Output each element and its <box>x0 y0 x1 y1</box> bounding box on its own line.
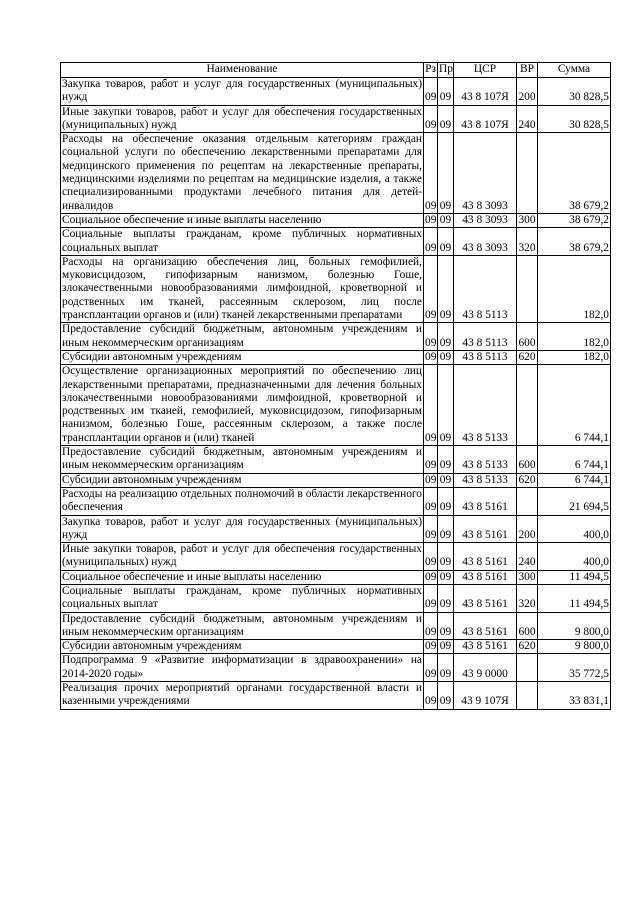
cell-pr: 09 <box>438 105 454 133</box>
table-row <box>61 213 611 227</box>
cell-pr: 09 <box>438 570 454 584</box>
table-row <box>61 487 611 515</box>
cell-sum: 38 679,2 <box>538 228 611 256</box>
cell-rz: 09 <box>424 682 438 710</box>
cell-sum: 11 494,5 <box>538 584 611 612</box>
table-row <box>61 543 611 571</box>
cell-pr: 09 <box>438 78 454 106</box>
table-header <box>61 63 611 78</box>
table-row <box>61 584 611 612</box>
cell-name: Иные закупки товаров, работ и услуг для обеспечения государственных (муниципальных) нужд <box>62 543 422 569</box>
cell-sum: 400,0 <box>538 515 611 543</box>
cell-vr: 600 <box>517 612 538 640</box>
cell-vr: 600 <box>517 323 538 351</box>
cell-csr: 43 8 5161 <box>454 612 517 640</box>
cell-name: Расходы на организацию обеспечения лиц, больных гемофилией, муковисцидозом, гипофизарным нанизмом, болезнью Гоше, злокачественными новообразованиями лимфоидной, кроветворной и родственных им тканей, рассеянным склерозом, лиц после трансплантации органов и (или) тканей лекарственными препаратами <box>62 255 422 322</box>
cell-name: Иные закупки товаров, работ и услуг для обеспечения государственных (муниципальных) нужд <box>62 105 422 131</box>
cell-pr: 09 <box>438 323 454 351</box>
cell-rz: 09 <box>424 612 438 640</box>
header-csr: ЦСР <box>454 63 517 78</box>
cell-vr: 240 <box>517 543 538 571</box>
cell-rz: 09 <box>425 570 437 583</box>
cell-name: Субсидии автономным учреждениям <box>61 473 424 487</box>
table-row <box>61 682 611 710</box>
cell-rz: 09 <box>425 350 437 363</box>
cell-csr: 43 8 107Я <box>454 78 517 106</box>
cell-vr: 320 <box>517 584 538 612</box>
cell-pr: 09 <box>438 640 454 654</box>
cell-vr: 620 <box>518 473 536 486</box>
cell-pr: 09 <box>438 350 454 364</box>
cell-rz: 09 <box>425 213 437 226</box>
cell-csr: 43 9 0000 <box>454 654 517 682</box>
cell-csr: 43 8 107Я <box>454 105 517 133</box>
cell-rz: 09 <box>424 365 438 446</box>
cell-sum: 9 800,0 <box>538 640 611 654</box>
header-name: Наименование <box>61 63 424 78</box>
cell-sum: 35 772,5 <box>538 654 611 682</box>
cell-name: Подпрограмма 9 «Развитие информатизации в здравоохранении» на 2014-2020 годы» <box>62 654 422 680</box>
cell-pr: 09 <box>438 543 454 571</box>
header-pr: Пр <box>438 63 454 78</box>
cell-vr: 600 <box>517 446 538 474</box>
cell-rz: 09 <box>424 515 438 543</box>
cell-csr: 43 8 5161 <box>454 515 517 543</box>
cell-pr: 09 <box>438 213 454 227</box>
cell-sum: 33 831,1 <box>538 682 611 710</box>
budget-table <box>60 62 611 710</box>
cell-name: Социальное обеспечение и иные выплаты населению <box>61 570 424 584</box>
cell-csr: 43 8 5133 <box>454 365 517 446</box>
cell-vr <box>517 133 538 214</box>
cell-sum: 6 744,1 <box>538 446 611 474</box>
cell-sum: 182,0 <box>538 350 611 364</box>
cell-sum: 30 828,5 <box>538 78 611 106</box>
cell-pr: 09 <box>438 228 454 256</box>
cell-name: Осуществление организационных мероприятий по обеспечению лиц лекарственными препаратами, предназначенными для лечения больных злокачественными новообразованиями лимфоидной, кроветворной и родственных им тканей, гемофилией, муковисцидозом, гипофизарным нанизмом, болезнью Гоше, рассеянным склерозом, а также после трансплантации органов и (или) тканей <box>62 365 422 444</box>
cell-pr: 09 <box>438 654 454 682</box>
cell-pr: 09 <box>438 133 454 214</box>
cell-pr: 09 <box>438 473 454 487</box>
cell-sum: 182,0 <box>538 255 611 322</box>
cell-csr: 43 8 5113 <box>454 255 517 322</box>
cell-pr: 09 <box>438 682 454 710</box>
cell-rz: 09 <box>424 78 438 106</box>
cell-csr: 43 8 5161 <box>454 584 517 612</box>
header-vr: ВР <box>517 63 538 78</box>
cell-vr <box>517 682 538 710</box>
cell-rz: 09 <box>424 105 438 133</box>
cell-vr: 300 <box>518 213 536 226</box>
cell-sum: 21 694,5 <box>538 487 611 515</box>
cell-vr: 200 <box>517 515 538 543</box>
cell-rz: 09 <box>424 228 438 256</box>
cell-name: Субсидии автономным учреждениям <box>61 640 424 654</box>
cell-name: Расходы на реализацию отдельных полномочий в области лекарственного обеспечения <box>62 487 422 514</box>
cell-sum: 6 744,1 <box>538 473 611 487</box>
cell-csr: 43 8 5161 <box>454 487 517 515</box>
cell-rz: 09 <box>424 446 438 474</box>
cell-pr: 09 <box>438 584 454 612</box>
table-row <box>61 570 611 584</box>
cell-vr: 620 <box>518 640 536 653</box>
cell-rz: 09 <box>424 584 438 612</box>
cell-sum: 6 744,1 <box>538 365 611 446</box>
cell-rz: 09 <box>425 473 437 486</box>
cell-vr <box>517 255 538 322</box>
cell-csr: 43 9 107Я <box>454 682 517 710</box>
cell-pr: 09 <box>438 255 454 322</box>
table-row <box>61 78 611 106</box>
cell-vr: 620 <box>518 350 536 363</box>
cell-csr: 43 8 5113 <box>454 350 517 364</box>
cell-csr: 43 8 5161 <box>454 570 517 584</box>
cell-sum: 38 679,2 <box>538 213 611 227</box>
cell-csr: 43 8 3093 <box>454 213 517 227</box>
table-row <box>61 255 611 322</box>
cell-name: Реализация прочих мероприятий органами государственной власти и казенными учреждениями <box>62 682 422 708</box>
header-rz: Рз <box>424 63 438 78</box>
cell-pr: 09 <box>438 612 454 640</box>
table-row <box>61 133 611 214</box>
table-row <box>61 228 611 256</box>
cell-sum: 400,0 <box>538 543 611 571</box>
cell-csr: 43 8 5133 <box>454 473 517 487</box>
table-row <box>61 654 611 682</box>
header-sum: Сумма <box>538 63 611 78</box>
cell-vr: 200 <box>517 78 538 106</box>
cell-name: Закупка товаров, работ и услуг для государственных (муниципальных) нужд <box>62 78 422 104</box>
cell-csr: 43 8 5161 <box>454 543 517 571</box>
cell-sum: 30 828,5 <box>538 105 611 133</box>
table-row <box>61 105 611 133</box>
cell-name: Закупка товаров, работ и услуг для государственных (муниципальных) нужд <box>62 515 422 541</box>
cell-rz: 09 <box>424 255 438 322</box>
cell-rz: 09 <box>424 133 438 214</box>
table-row <box>61 323 611 351</box>
cell-pr: 09 <box>438 365 454 446</box>
cell-sum: 9 800,0 <box>538 612 611 640</box>
table-body <box>61 78 611 710</box>
cell-vr <box>517 654 538 682</box>
cell-sum: 11 494,5 <box>538 570 611 584</box>
cell-name: Предоставление субсидий бюджетным, автономным учреждениям и иным некоммерческим организациям <box>62 323 422 349</box>
cell-vr <box>517 487 538 515</box>
cell-csr: 43 8 5133 <box>454 446 517 474</box>
cell-rz: 09 <box>424 487 438 515</box>
cell-rz: 09 <box>424 543 438 571</box>
cell-vr: 320 <box>517 228 538 256</box>
cell-name: Предоставление субсидий бюджетным, автономным учреждениям и иным некоммерческим организациям <box>62 612 422 638</box>
cell-name: Социальные выплаты гражданам, кроме публичных нормативных социальных выплат <box>62 228 422 254</box>
cell-vr: 240 <box>517 105 538 133</box>
table-row <box>61 473 611 487</box>
cell-vr <box>517 365 538 446</box>
cell-pr: 09 <box>438 515 454 543</box>
cell-sum: 182,0 <box>538 323 611 351</box>
table-row <box>61 640 611 654</box>
cell-pr: 09 <box>438 446 454 474</box>
cell-csr: 43 8 3093 <box>454 133 517 214</box>
cell-rz: 09 <box>425 640 437 653</box>
table-row <box>61 446 611 474</box>
table-row <box>61 612 611 640</box>
cell-rz: 09 <box>424 654 438 682</box>
cell-vr: 300 <box>518 570 536 583</box>
cell-name: Социальное обеспечение и иные выплаты населению <box>61 213 424 227</box>
table-row <box>61 365 611 446</box>
cell-pr: 09 <box>438 487 454 515</box>
table-row <box>61 350 611 364</box>
table-row <box>61 515 611 543</box>
cell-csr: 43 8 5113 <box>454 323 517 351</box>
cell-csr: 43 8 5161 <box>454 640 517 654</box>
cell-name: Расходы на обеспечение оказания отдельным категориям граждан социальной услуги по обеспечению лекарственными препаратами для медицинского применения по рецептам на лекарственные препараты, медицинскими изделиями по рецептам на медицинские изделия, а также специализированными продуктами лечебного питания для детей-инвалидов <box>62 133 422 212</box>
cell-rz: 09 <box>424 323 438 351</box>
cell-name: Субсидии автономным учреждениям <box>61 350 424 364</box>
header-row <box>61 63 611 78</box>
cell-name: Предоставление субсидий бюджетным, автономным учреждениям и иным некоммерческим организациям <box>62 446 422 472</box>
cell-sum: 38 679,2 <box>538 133 611 214</box>
cell-name: Социальные выплаты гражданам, кроме публичных нормативных социальных выплат <box>62 584 422 611</box>
cell-csr: 43 8 3093 <box>454 228 517 256</box>
